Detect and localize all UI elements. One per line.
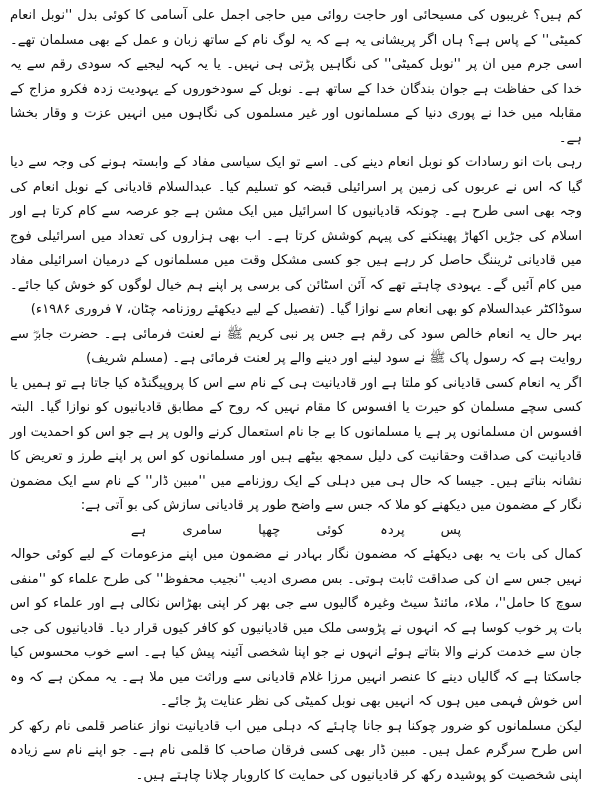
paragraph-nobel-committee: کم ہیں؟ غریبوں کی مسیحائی اور حاجت روائی میں حاجی اجمل علی آسامی کا کوئی بدل ''نوبل انعام کمیٹی'' کے پاس ہے؟ ہاں اگر پریشانی یہ ہے کہ یہ لوگ نام کے ساتھ زبان و عمل کے بھی مسلمان تھے۔ اسی جرم میں ان پر ''نوبل کمیٹی'' کی نگاہیں پڑتی ہی نہیں۔ یا یہ کہہ لیجیے کہ سودی رقم سے یہ خدا کی حفاظت ہے جوان بندگان خدا کے ساتھ ہے۔ نوبل کے سودخوروں کے یہودیت زدہ فکرو مزاج کے مقابلہ میں خدا نے پوری دنیا کے مسلمانوں اور غیر مسلموں کی نگاہوں میں انہیں عزت و وقار بخشا ہے۔ xyxy=(10,8,582,146)
paragraph-usury-hadith: بہر حال یہ انعام خالص سود کی رقم ہے جس پر نبی کریم ﷺ نے لعنت فرمائی ہے۔ حضرت جابرؓ سے روایت ہے کہ رسول پاک ﷺ نے سود لینے اور دینے والے پر لعنت فرمائی ہے۔ (مسلم شریف) xyxy=(10,326,582,366)
verse-word: سامری xyxy=(182,522,223,538)
paragraph-columnist-critique: کمال کی بات یہ بھی دیکھئے کہ مضمون نگار بہادر نے مضمون میں اپنے مزعومات کے لیے کوئی حوالہ نہیں جس سے ان کی صداقت ثابت ہوتی۔ بس مصری ادیب ''نجیب محفوظ'' کی طرح علماء کو ''منفی سوچ کا حامل''، ملاء، مائنڈ سیٹ وغیرہ گالیوں سے جی بھر کر اپنی بھڑاس نکالی ہے اور علماء کو اس بات پر خوب کوسا ہے کہ انہوں نے پڑوسی ملک میں قادیانیوں کو کافر کیوں قرار دیا۔ قادیانیوں کی جی جان سے خدمت کرنے والا بتاتے ہوئے انہوں نے جو اپنا شخصی آئینہ پیش کیا ہے۔ اسے خوب محسوس کیا جاسکتا ہے کہ گالیاں دینے کا عنصر انہیں مرزا غلام قادیانی سے وراثت میں ملا ہے۔ یہ ممکن ہے کہ وہ اس خوش فہمی میں ہوں کہ انہیں بھی نوبل کمیٹی کی نظر عنایت پڑ جائے۔ xyxy=(10,547,582,709)
paragraph-qadiani-propaganda: اگر یہ انعام کسی قادیانی کو ملتا ہے اور قادیانیت ہی کے نام سے اس کا پروپیگنڈہ کیا جاتا ہے تو ہمیں یا کسی سچے مسلمان کو حیرت یا افسوس کا مقام نہیں کہ روح کے مطابق قادیانیوں کو نوازا گیا۔ البتہ افسوس ان مسلمانوں پر ہے یا مسلمانوں کا بے جا نام استعمال کرنے والوں پر ہے جو اس کو احمدیت اور قادیانیت کی صداقت وحقانیت کی دلیل سمجھ بیٹھے ہیں اور مسلمانوں کو اس پر اپنے طرز و تعریض کا نشانہ بناتے ہیں۔ جیسا کہ حال ہی میں دہلی کے ایک روزنامے میں ''مبین ڈار'' کے نام سے ایک مضمون نگار کے مضمون میں دیکھنے کو ملا کہ جس سے واضح طور پر قادیانی سازش کی بو آتی ہے: xyxy=(10,375,582,513)
verse-line xyxy=(10,519,582,544)
verse-word: پس xyxy=(440,522,462,538)
paragraph-warning: لیکن مسلمانوں کو ضرور چوکنا ہو جانا چاہئے کہ دہلی میں اب قادیانیت نواز عناصر قلمی نام رکھ کر اس طرح سرگرم عمل ہیں۔ مبین ڈار بھی کسی فرقان صاحب کا قلمی نام ہے۔ جو اپنے نام سے زیادہ اپنی شخصیت کو پوشیدہ رکھ کر قادیانیوں کی حمایت کا کاروبار چلانا چاہتے ہیں۔ xyxy=(10,718,582,783)
verse-word: پردہ xyxy=(380,522,405,538)
verse-word: چھپا xyxy=(258,522,281,538)
verse-word: کوئی xyxy=(316,522,345,538)
paragraph-sadat-and-abdus-salam: رہی بات انو رسادات کو نوبل انعام دینے کی۔ اسے تو ایک سیاسی مفاد کے وابستہ ہونے کی وجہ سے دیا گیا کہ اس نے عربوں کی زمین پر اسرائیلی قبضہ کو تسلیم کیا۔ عبدالسلام قادیانی کے نوبل انعام کی وجہ بھی اسی طرح ہے۔ چونکہ قادیانیوں کا اسرائیل میں ایک مشن ہے جو عرصہ سے کام کرتا ہے اور اسلام کی جڑیں اکھاڑ پھینکنے کی پیہم کوشش کرتا ہے۔ اب بھی ہزاروں کی تعداد میں اسرائیلی فوج میں قادیانی ٹریننگ حاصل کر رہے ہیں جو کسی مشکل وقت میں مسلمانوں کے درمیان اسرائیلی مفاد میں کام آئیں گے۔ یہودی چاہتے تھے کہ آئن اسٹائن کی برسی پر اپنے ہم خیال لوگوں کو خوش کیا جائے۔ سوڈاکٹر عبدالسلام کو بھی انعام سے نوازا گیا۔ (تفصیل کے لیے دیکھئے روزنامہ چٹان، ۷ فروری ۱۹۸۶ء) xyxy=(10,155,582,317)
verse-word: ہے xyxy=(130,522,147,538)
